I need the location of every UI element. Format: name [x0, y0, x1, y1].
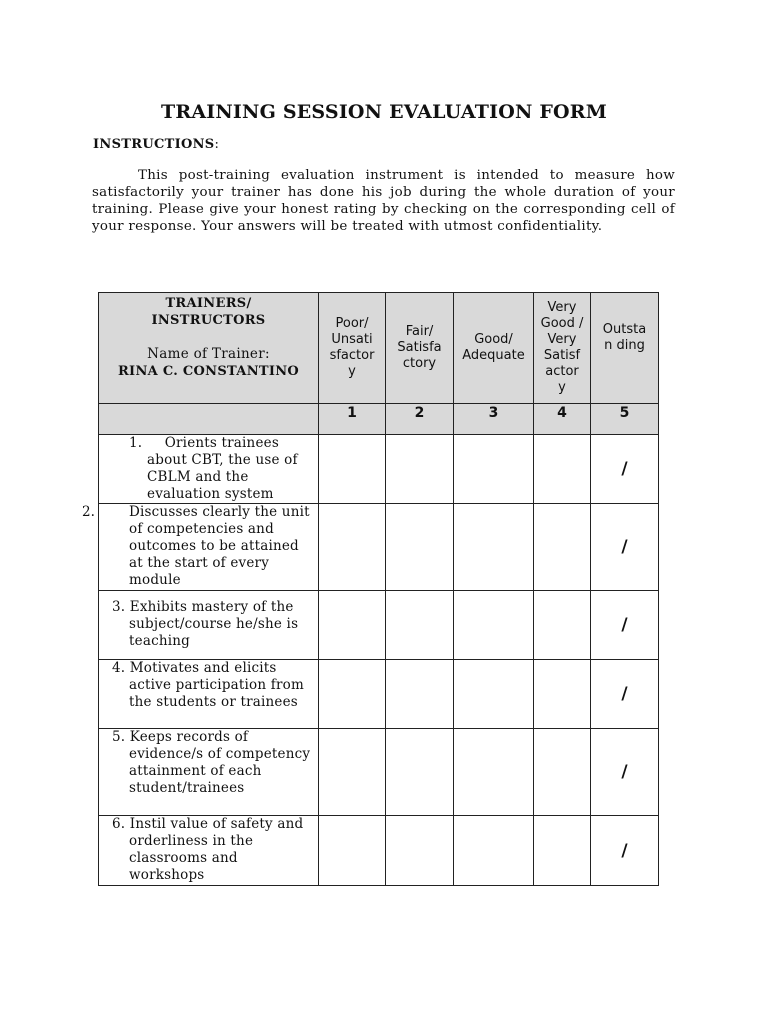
criterion-cell	[99, 591, 319, 660]
rating-cell[interactable]	[386, 816, 454, 886]
rating-number-5: 5	[591, 404, 659, 435]
trainers-header-cell	[99, 293, 319, 404]
rating-cell[interactable]	[386, 591, 454, 660]
rating-header-fair	[386, 293, 454, 404]
criterion-cell	[99, 435, 319, 504]
rating-cell[interactable]	[534, 660, 591, 729]
criterion-text: Exhibits mastery of the subject/course he/she is teaching	[129, 599, 299, 649]
rating-header-outstanding	[591, 293, 659, 404]
rating-header-label: Very Good / Very Satisf actor y	[540, 300, 584, 395]
rating-header-good	[454, 293, 534, 404]
criterion-text: Orients trainees about CBT, the use of CBLM and the evaluation system	[147, 435, 298, 502]
criterion-line	[99, 729, 318, 797]
criterion-text: Keeps records of evidence/s of competency attainment of each student/trainees	[129, 729, 311, 796]
instructions-heading-label: INSTRUCTIONS	[93, 137, 215, 152]
criterion-row-1	[99, 435, 659, 504]
criterion-cell	[99, 816, 319, 886]
criterion-cell	[99, 660, 319, 729]
criterion-row-2	[99, 504, 659, 591]
criterion-line	[99, 660, 318, 711]
trainer-name: RINA C. CONSTANTINO	[117, 364, 300, 379]
rating-header-label: Fair/ Satisfa ctory	[397, 324, 442, 371]
rating-cell[interactable]	[534, 504, 591, 591]
rating-header-label: Good/ Adequate	[462, 332, 525, 363]
criterion-text: Discusses clearly the unit of competencies and outcomes to be attained at the start of every module	[129, 504, 310, 588]
criterion-line	[99, 591, 318, 650]
rating-cell[interactable]	[319, 660, 386, 729]
criterion-row-4	[99, 660, 659, 729]
criterion-number: 5.	[112, 729, 126, 745]
rating-cell[interactable]	[454, 660, 534, 729]
criterion-cell	[82, 504, 319, 591]
trainer-name-label: Name of Trainer:	[147, 346, 270, 362]
rating-number-1: 1	[319, 404, 386, 435]
rating-cell[interactable]	[319, 504, 386, 591]
check-mark[interactable]: /	[591, 435, 659, 504]
rating-cell[interactable]	[534, 729, 591, 816]
instructions-colon: :	[214, 137, 220, 152]
criterion-line	[99, 816, 318, 884]
rating-cell[interactable]	[386, 660, 454, 729]
criterion-row-3	[99, 591, 659, 660]
trainers-header: TRAINERS/ INSTRUCTORS	[151, 296, 266, 328]
rating-cell[interactable]	[386, 729, 454, 816]
check-mark[interactable]: /	[591, 729, 659, 816]
instructions-text: This post-training evaluation instrument is intended to measure how satisfactorily your trainer has done his job during the whole duration of your training. Please give your honest rating by checking on the corresponding cell of your response. Your answers will be treated with utmost confidentiality.	[92, 168, 675, 234]
rating-header-very-good	[534, 293, 591, 404]
form-title: TRAINING SESSION EVALUATION FORM	[161, 101, 607, 123]
rating-number-4: 4	[534, 404, 591, 435]
check-mark[interactable]: /	[591, 504, 659, 591]
criterion-text: Motivates and elicits active participation from the students or trainees	[129, 660, 304, 710]
rating-number-blank	[99, 404, 319, 435]
check-mark[interactable]: /	[591, 816, 659, 886]
rating-cell[interactable]	[454, 591, 534, 660]
criterion-cell	[99, 729, 319, 816]
rating-cell[interactable]	[454, 816, 534, 886]
evaluation-table	[82, 292, 659, 886]
rating-header-label: Outstan ding	[602, 322, 647, 353]
check-mark[interactable]: /	[591, 660, 659, 729]
header-row	[99, 293, 659, 404]
rating-cell[interactable]	[534, 816, 591, 886]
criterion-row-5	[99, 729, 659, 816]
rating-number-row	[99, 404, 659, 435]
rating-cell[interactable]	[534, 591, 591, 660]
rating-cell[interactable]	[386, 504, 454, 591]
criterion-line	[99, 435, 318, 503]
criterion-row-6	[99, 816, 659, 886]
criterion-number: 3.	[112, 599, 126, 615]
instructions-heading	[93, 137, 219, 152]
rating-cell[interactable]	[386, 435, 454, 504]
rating-cell[interactable]	[319, 591, 386, 660]
criterion-number: 2.	[82, 504, 95, 520]
criterion-number: 4.	[112, 660, 126, 676]
criterion-text: Instil value of safety and orderliness in the classrooms and workshops	[129, 816, 304, 883]
rating-header-label: Poor/ Unsati sfactor y	[329, 316, 375, 379]
criterion-number: 1.	[129, 435, 143, 451]
rating-cell[interactable]	[454, 729, 534, 816]
check-mark[interactable]: /	[591, 591, 659, 660]
rating-cell[interactable]	[319, 816, 386, 886]
rating-header-poor	[319, 293, 386, 404]
rating-cell[interactable]	[534, 435, 591, 504]
rating-cell[interactable]	[319, 435, 386, 504]
criterion-number: 6.	[112, 816, 126, 832]
rating-number-3: 3	[454, 404, 534, 435]
rating-cell[interactable]	[454, 504, 534, 591]
rating-cell[interactable]	[319, 729, 386, 816]
rating-number-2: 2	[386, 404, 454, 435]
rating-cell[interactable]	[454, 435, 534, 504]
